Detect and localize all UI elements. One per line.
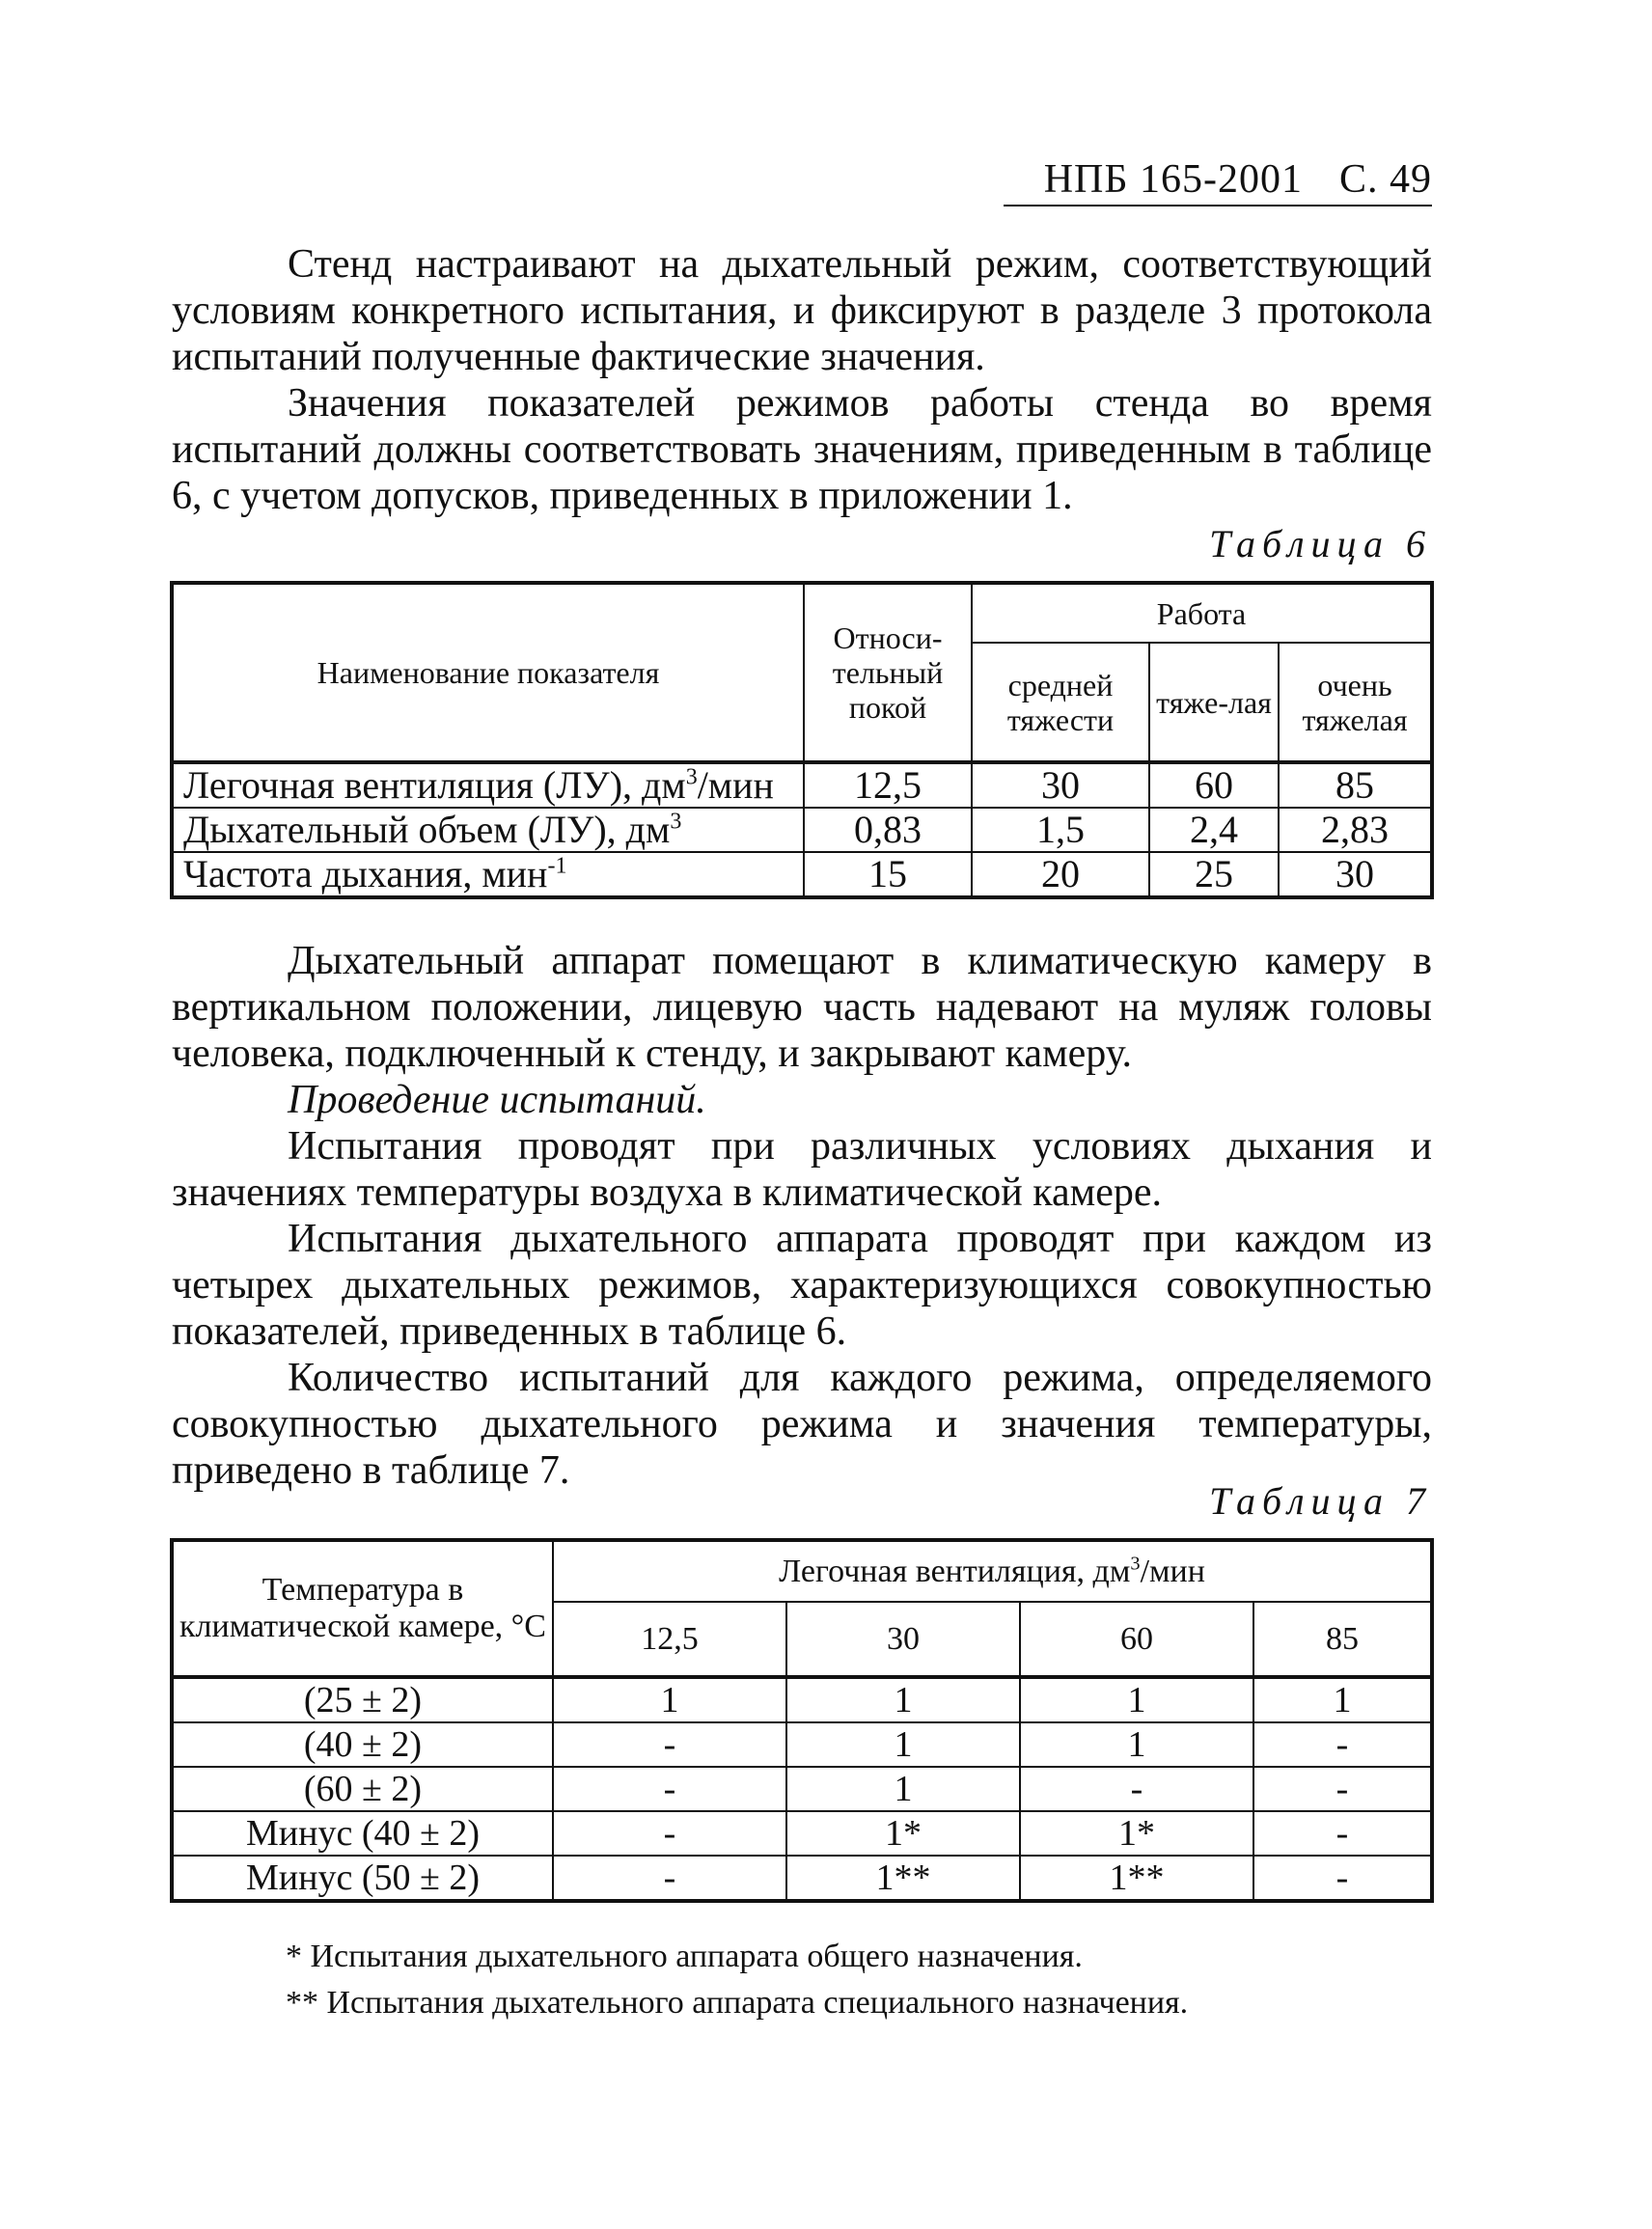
table-row	[172, 762, 1432, 808]
cell: 2,4	[1149, 808, 1279, 852]
table7-header-vent-value: 12,5	[553, 1602, 786, 1677]
paragraph: Испытания дыхательного аппарата проводят при каждом из четырех дыхательных режимов, характеризующихся совокупностью показателей, приведенных в таблице 6.	[172, 1217, 1432, 1354]
table6-header-work: Работа	[972, 583, 1432, 643]
cell: -	[1020, 1767, 1253, 1811]
footnote: * Испытания дыхательного аппарата общего назначения.	[286, 1939, 1083, 1974]
table-row	[172, 1767, 1432, 1811]
temperature-cell: (25 ± 2)	[172, 1677, 553, 1722]
table-row	[172, 808, 1432, 852]
cell: 25	[1149, 852, 1279, 897]
paragraph: Испытания проводят при различных условиях дыхания и значениях температуры воздуха в климатической камере.	[172, 1124, 1432, 1215]
cell: 30	[1279, 852, 1432, 897]
cell: 1*	[786, 1811, 1020, 1856]
cell: 1,5	[972, 808, 1149, 852]
table7-header-vent-value: 30	[786, 1602, 1020, 1677]
page-header	[1044, 156, 1432, 203]
table-row	[172, 852, 1432, 897]
table6-header-heavy: тяже-лая	[1149, 643, 1279, 762]
cell: 1	[553, 1677, 786, 1722]
cell: 85	[1279, 762, 1432, 808]
row-name: Легочная вентиляция (ЛУ), $дм^3$/мин	[172, 762, 804, 808]
cell: 20	[972, 852, 1149, 897]
paragraph: Стенд настраивают на дыхательный режим, соответствующий условиям конкретного испытания, и фиксируют в разделе 3 протокола испытаний полученные фактические значения.	[172, 242, 1432, 379]
row-name: Частота дыхания, мин$^{-1}$	[172, 852, 804, 897]
table7-header-vent-value: 60	[1020, 1602, 1253, 1677]
cell: 0,83	[804, 808, 972, 852]
cell: 1	[1020, 1677, 1253, 1722]
cell: 30	[972, 762, 1149, 808]
cell: 1	[786, 1722, 1020, 1767]
row-name: Дыхательный объем (ЛУ), $дм^3$	[172, 808, 804, 852]
cell: 1	[786, 1767, 1020, 1811]
header-underline	[1004, 205, 1432, 206]
paragraph: Количество испытаний для каждого режима, определяемого совокупностью дыхательного режима и значения температуры, приведено в таблице 7.	[172, 1356, 1432, 1493]
temperature-cell: Минус (40 ± 2)	[172, 1811, 553, 1856]
page-number: С. 49	[1338, 157, 1432, 202]
temperature-cell: (40 ± 2)	[172, 1722, 553, 1767]
cell: -	[553, 1722, 786, 1767]
table-row	[172, 1811, 1432, 1856]
cell: 15	[804, 852, 972, 897]
table7-header-vent-value: 85	[1253, 1602, 1432, 1677]
table6-header-rest: Относи-тельный покой	[804, 583, 972, 762]
cell: -	[1253, 1722, 1432, 1767]
cell: -	[1253, 1856, 1432, 1901]
table-row	[172, 1722, 1432, 1767]
table-row	[172, 1856, 1432, 1901]
cell: -	[553, 1856, 786, 1901]
cell: 60	[1149, 762, 1279, 808]
temperature-cell: Минус (50 ± 2)	[172, 1856, 553, 1901]
cell: -	[553, 1811, 786, 1856]
cell: 1**	[786, 1856, 1020, 1901]
table-6	[170, 581, 1434, 899]
table6-header-medium: средней тяжести	[972, 643, 1149, 762]
table-row	[172, 1677, 1432, 1722]
paragraph: Значения показателей режимов работы стенда во время испытаний должны соответствовать значениям, приведенным в таблице 6, с учетом допусков, приведенных в приложении 1.	[172, 381, 1432, 518]
cell: 1	[786, 1677, 1020, 1722]
table6-caption: Таблица 6	[1209, 522, 1432, 565]
table7-header-ventilation: Легочная вентиляция, $дм^3$/мин	[553, 1540, 1432, 1602]
cell: -	[1253, 1811, 1432, 1856]
table6-header-very-heavy: очень тяжелая	[1279, 643, 1432, 762]
footnote: ** Испытания дыхательного аппарата специального назначения.	[286, 1985, 1189, 2021]
cell: 12,5	[804, 762, 972, 808]
table-7	[170, 1538, 1434, 1903]
table7-header-temperature: Температура в климатической камере, °С	[172, 1540, 553, 1677]
cell: -	[1253, 1767, 1432, 1811]
intro-text	[172, 241, 1432, 519]
cell: 1**	[1020, 1856, 1253, 1901]
cell: 1	[1020, 1722, 1253, 1767]
section-subheading: Проведение испытаний.	[288, 1078, 706, 1122]
temperature-cell: (60 ± 2)	[172, 1767, 553, 1811]
cell: 1	[1253, 1677, 1432, 1722]
cell: 2,83	[1279, 808, 1432, 852]
paragraph: Дыхательный аппарат помещают в климатическую камеру в вертикальном положении, лицевую часть надевают на муляж головы человека, подключенный к стенду, и закрывают камеру.	[172, 939, 1432, 1076]
document-code: НПБ 165-2001	[1043, 157, 1303, 202]
cell: 1*	[1020, 1811, 1253, 1856]
table6-header-name: Наименование показателя	[172, 583, 804, 762]
table7-caption: Таблица 7	[1209, 1479, 1432, 1523]
middle-text	[172, 938, 1432, 1494]
cell: -	[553, 1767, 786, 1811]
